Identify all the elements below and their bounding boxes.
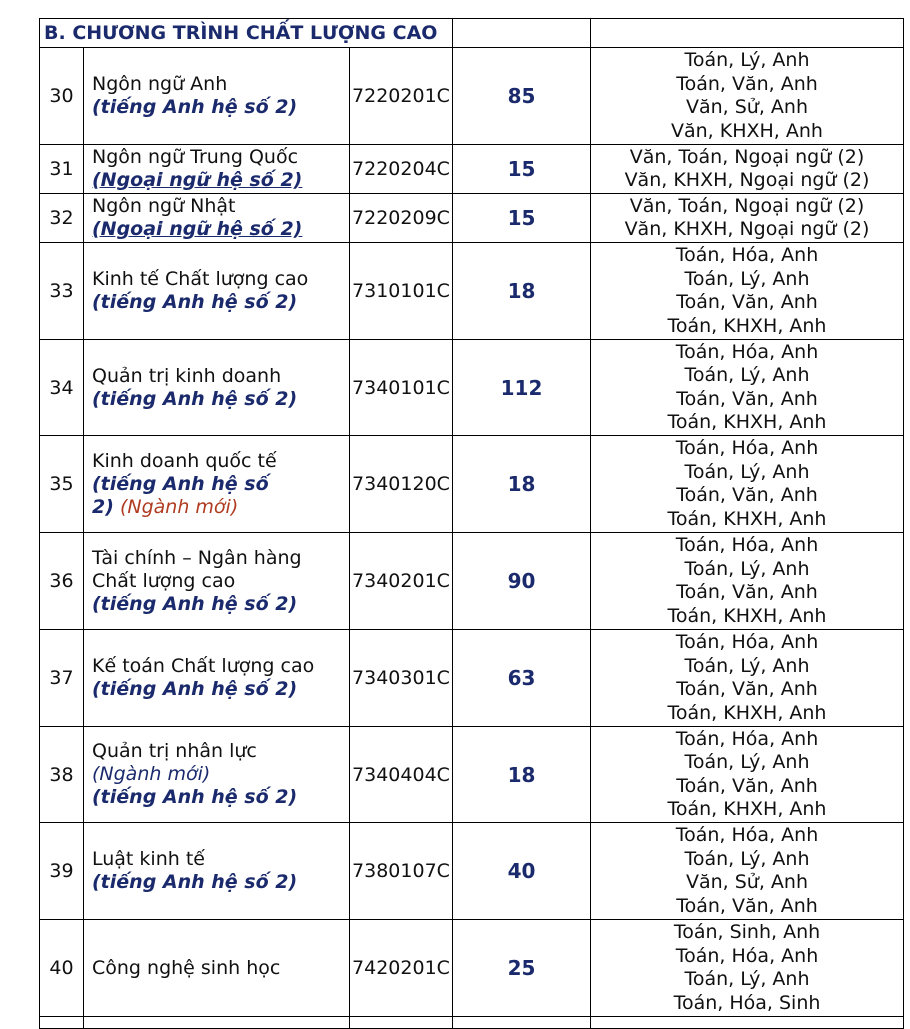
combo: Văn, Toán, Ngoại ngữ (2): [629, 194, 865, 217]
row-number: 30: [40, 48, 84, 145]
table-row: [40, 48, 904, 145]
subject-combos: [591, 727, 904, 823]
combo: Toán, Văn, Anh: [676, 894, 818, 917]
combo: Toán, Lý, Anh: [684, 968, 810, 990]
combo: Toán, Lý, Anh: [684, 267, 810, 290]
combo: Toán, Lý, Anh: [684, 751, 810, 773]
combo: Toán, Hóa, Anh: [675, 824, 819, 846]
row-number: 39: [40, 823, 84, 920]
program-code: 7420201C: [350, 920, 453, 1017]
program-note: (tiếng Anh hệ số 2): [92, 291, 298, 313]
combo: Toán, Văn, Anh: [676, 678, 818, 700]
combo: Văn, KHXH, Ngoại ngữ (2): [624, 169, 870, 191]
program-note: (tiếng Anh hệ số 2): [92, 387, 298, 410]
program-code: 7220209C: [350, 194, 453, 243]
row-number: 32: [40, 194, 84, 243]
program-name-cell: [84, 340, 350, 436]
combo: Toán, Lý, Anh: [684, 49, 810, 71]
quota: 40: [453, 823, 591, 920]
program-name-cell: [84, 533, 350, 630]
subject-combos: [591, 48, 904, 145]
combo: Toán, Hóa, Anh: [675, 534, 819, 556]
subject-combos: [591, 533, 904, 630]
row-number: 38: [40, 727, 84, 823]
table-row: [40, 243, 904, 340]
program-name: Quản trị kinh doanh: [92, 364, 282, 387]
program-code: 7340120C: [350, 436, 453, 533]
program-note: (tiếng Anh hệ số: [92, 472, 269, 495]
program-name-line2: Chất lượng cao: [92, 569, 236, 592]
program-note: (tiếng Anh hệ số 2): [92, 786, 298, 808]
program-name-cell: [84, 630, 350, 727]
program-name-cell: [84, 823, 350, 920]
combo: Toán, KHXH, Anh: [667, 314, 827, 337]
row-number: 37: [40, 630, 84, 727]
combo: Toán, Văn, Anh: [676, 72, 818, 95]
combo: Toán, Lý, Anh: [684, 847, 810, 870]
combo: Toán, KHXH, Anh: [667, 604, 827, 627]
section-header-row: [40, 19, 904, 48]
program-code: 7340301C: [350, 630, 453, 727]
combo: Văn, Sử, Anh: [685, 871, 809, 893]
program-name-cell: [84, 194, 350, 243]
program-note: (tiếng Anh hệ số 2): [92, 871, 298, 893]
quota: 25: [453, 920, 591, 1017]
table-row: [40, 194, 904, 243]
program-name-cell: [84, 243, 350, 340]
table-row: [40, 533, 904, 630]
program-note: (tiếng Anh hệ số 2): [92, 96, 298, 118]
program-code: 7380107C: [350, 823, 453, 920]
program-name: Ngôn ngữ Nhật: [92, 195, 236, 217]
combo: Toán, KHXH, Anh: [667, 798, 827, 820]
subject-combos: [591, 340, 904, 436]
program-name-cell: [84, 48, 350, 145]
subject-combos: [591, 145, 904, 194]
quota: 18: [453, 436, 591, 533]
quota: 18: [453, 727, 591, 823]
section-title: B. CHƯƠNG TRÌNH CHẤT LƯỢNG CAO: [40, 19, 453, 48]
program-name: Quản trị nhân lực: [92, 740, 257, 762]
table-row: [40, 630, 904, 727]
program-code: 7340404C: [350, 727, 453, 823]
admissions-table: [39, 18, 904, 1029]
quota: 15: [453, 194, 591, 243]
program-note: (tiếng Anh hệ số 2): [92, 592, 298, 615]
combo: Văn, Sử, Anh: [685, 96, 809, 118]
new-program-label: (Ngành mới): [92, 763, 211, 785]
combo: Toán, KHXH, Anh: [667, 411, 827, 433]
combo: Toán, Hóa, Sinh: [673, 991, 821, 1014]
combo: Toán, Hóa, Anh: [675, 340, 819, 363]
subject-combos: [591, 823, 904, 920]
program-note: (tiếng Anh hệ số 2): [92, 678, 298, 700]
program-name-cell: [84, 436, 350, 533]
table-row: [40, 920, 904, 1017]
table-row: [40, 727, 904, 823]
combo: Toán, Văn, Anh: [676, 484, 818, 506]
program-code: 7340201C: [350, 533, 453, 630]
combo: Toán, Hóa, Anh: [675, 631, 819, 653]
program-name-cell: [84, 920, 350, 1017]
combo: Toán, Hóa, Anh: [675, 437, 819, 459]
program-code: 7310101C: [350, 243, 453, 340]
new-program-label: (Ngành mới): [119, 495, 239, 518]
program-name: Kinh doanh quốc tế: [92, 449, 277, 472]
program-name: Công nghệ sinh học: [92, 956, 281, 979]
combo: Toán, Lý, Anh: [684, 364, 810, 386]
combo: Văn, KHXH, Ngoại ngữ (2): [624, 218, 870, 240]
combo: Toán, KHXH, Anh: [667, 507, 827, 530]
program-name: Ngôn ngữ Anh: [92, 73, 228, 95]
table-row: [40, 145, 904, 194]
quota: 18: [453, 243, 591, 340]
row-number: 36: [40, 533, 84, 630]
program-code: 7340101C: [350, 340, 453, 436]
program-note-cont: 2): [92, 495, 114, 518]
combo: Toán, Lý, Anh: [684, 460, 810, 483]
combo: Toán, Hóa, Anh: [675, 727, 819, 750]
table-row-partial: [40, 1017, 904, 1029]
combo: Toán, Văn, Anh: [676, 387, 818, 410]
program-code: 7220204C: [350, 145, 453, 194]
combo: Toán, Lý, Anh: [684, 557, 810, 580]
program-name: Tài chính – Ngân hàng: [92, 546, 302, 569]
combo: Toán, Lý, Anh: [684, 654, 810, 677]
combo: Văn, KHXH, Anh: [671, 119, 823, 142]
combo: Toán, Văn, Anh: [676, 581, 818, 603]
program-name-cell: [84, 145, 350, 194]
combo: Toán, KHXH, Anh: [667, 701, 827, 724]
subject-combos: [591, 243, 904, 340]
subject-combos: [591, 630, 904, 727]
combo: Văn, Toán, Ngoại ngữ (2): [629, 145, 865, 168]
row-number: 33: [40, 243, 84, 340]
combo: Toán, Văn, Anh: [676, 774, 818, 797]
subject-combos: [591, 436, 904, 533]
row-number: 40: [40, 920, 84, 1017]
combo: Toán, Văn, Anh: [676, 291, 818, 313]
program-note: (Ngoại ngữ hệ số 2): [92, 169, 303, 191]
subject-combos: [591, 194, 904, 243]
program-name: Luật kinh tế: [92, 848, 205, 870]
row-number: 31: [40, 145, 84, 194]
combo: Toán, Hóa, Anh: [675, 244, 819, 266]
quota: 90: [453, 533, 591, 630]
combo: Toán, Hóa, Anh: [675, 944, 819, 967]
program-name-cell: [84, 727, 350, 823]
program-name: Ngôn ngữ Trung Quốc: [92, 146, 299, 168]
table-row: [40, 436, 904, 533]
program-note: (Ngoại ngữ hệ số 2): [92, 218, 303, 240]
combo: Toán, Sinh, Anh: [673, 921, 821, 943]
program-name: Kế toán Chất lượng cao: [92, 655, 315, 677]
subject-combos: [591, 920, 904, 1017]
quota: 15: [453, 145, 591, 194]
program-code: 7220201C: [350, 48, 453, 145]
table-row: [40, 340, 904, 436]
row-number: 35: [40, 436, 84, 533]
table-row: [40, 823, 904, 920]
row-number: 34: [40, 340, 84, 436]
program-name: Kinh tế Chất lượng cao: [92, 268, 309, 290]
quota: 85: [453, 48, 591, 145]
quota: 63: [453, 630, 591, 727]
quota: 112: [453, 340, 591, 436]
